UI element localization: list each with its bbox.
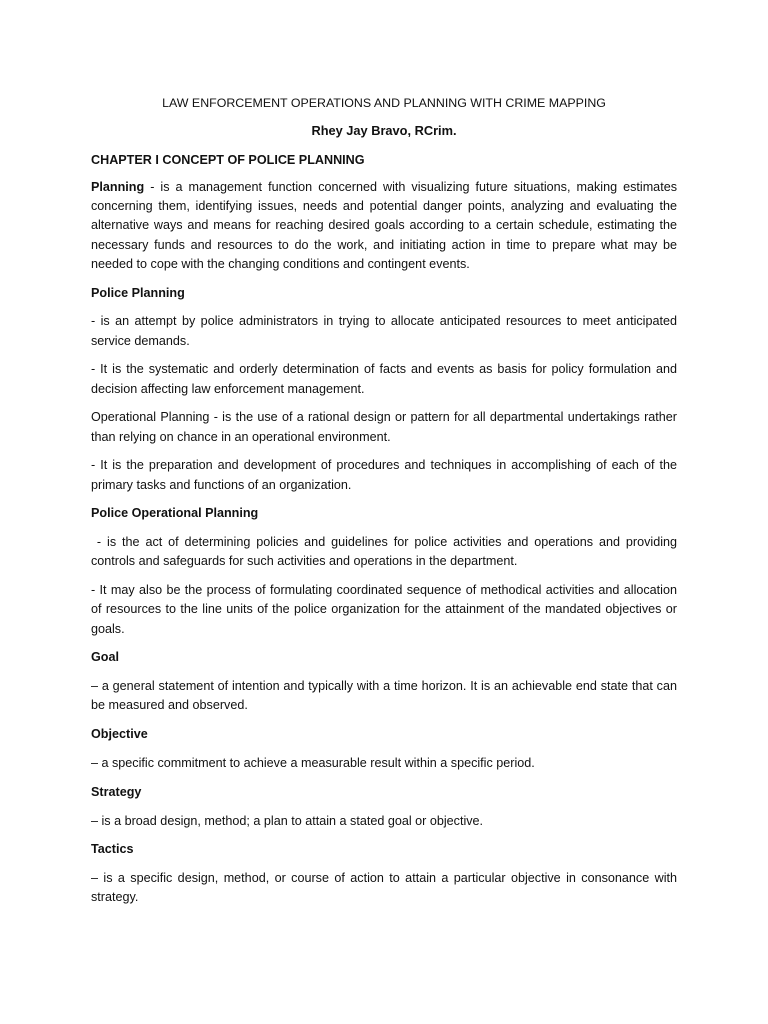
operational-planning-para-2: - It is the preparation and development of procedures and techniques in accomplishing of each of the primary tasks and functions of an organization. [91, 458, 677, 492]
tactics-para: – is a specific design, method, or course of action to attain a particular objective in consonance with strategy. [91, 871, 677, 905]
operational-planning-para-1: Operational Planning - is the use of a rational design or pattern for all departmental undertakings rather than relying on chance in an operational environment. [91, 410, 677, 444]
police-planning-para-1: - is an attempt by police administrators in trying to allocate anticipated resources to meet anticipated service demands. [91, 314, 677, 348]
objective-heading: Objective [91, 727, 148, 742]
objective-para: – a specific commitment to achieve a measurable result within a specific period. [91, 756, 535, 770]
police-operational-planning-heading: Police Operational Planning [91, 506, 259, 521]
goal-para: – a general statement of intention and typically with a time horizon. It is an achievable end state that can be measured and observed. [91, 679, 677, 713]
document-body [91, 94, 681, 917]
strategy-heading: Strategy [91, 784, 142, 799]
goal-heading: Goal [91, 650, 119, 665]
document-author: Rhey Jay Bravo, RCrim. [311, 123, 457, 138]
police-operational-planning-para-2: - It may also be the process of formulating coordinated sequence of methodical activities and allocation of resources to the line units of the police organization for the attainment of the mandated objectives or goals. [91, 583, 677, 636]
planning-definition [91, 178, 677, 274]
police-operational-planning-para-1: - is the act of determining policies and guidelines for police activities and operations and providing controls and safeguards for such activities and operations in the department. [91, 535, 681, 569]
police-planning-para-2: - It is the systematic and orderly determination of facts and events as basis for policy formulation and decision affecting law enforcement management. [91, 362, 677, 396]
document-title: LAW ENFORCEMENT OPERATIONS AND PLANNING WITH CRIME MAPPING [162, 96, 606, 110]
police-planning-heading: Police Planning [91, 285, 185, 300]
planning-definition-text: - is a management function concerned with visualizing future situations, making estimates concerning them, identifying issues, needs and potential danger points, analyzing and evaluating the alternative ways and means for reaching desired goals according to a certain schedule, estimating the necessary funds and resources to do the work, and initiating action in time to prepare what may be needed to cope with the changing conditions and contingent events. [91, 180, 677, 271]
chapter-heading: CHAPTER I CONCEPT OF POLICE PLANNING [91, 153, 365, 167]
strategy-para: – is a broad design, method; a plan to attain a stated goal or objective. [91, 813, 484, 828]
planning-term: Planning [91, 180, 145, 194]
tactics-heading: Tactics [91, 842, 134, 857]
